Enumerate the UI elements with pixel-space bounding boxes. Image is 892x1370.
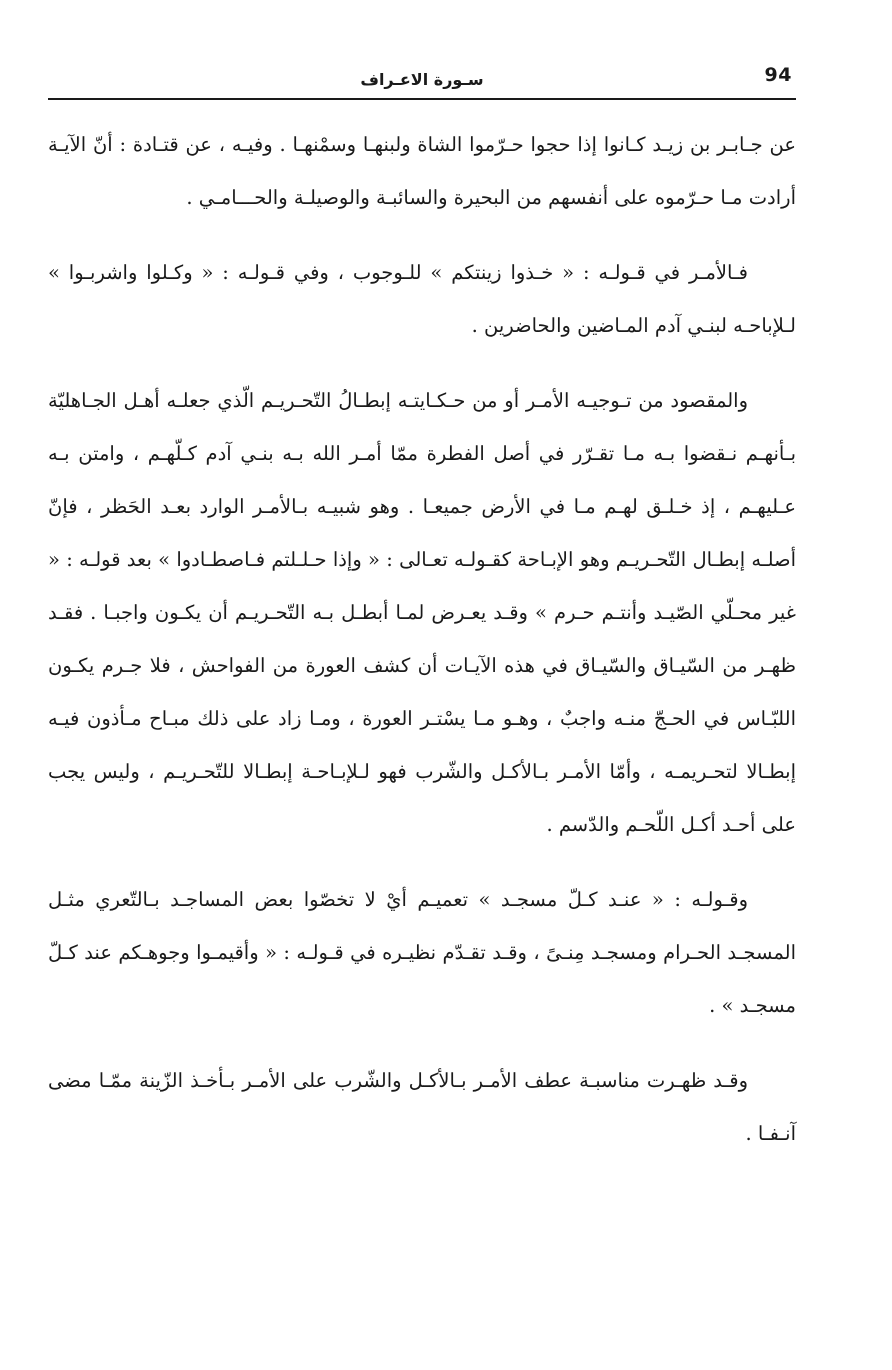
- paragraph-5: وقـد ظهـرت مناسبـة عطف الأمـر بـالأكـل والشّرب على الأمـر بـأخـذ الزّينة ممّـا مضى آنـفـا .: [48, 1069, 796, 1145]
- paragraph-4: وقـولـه : « عنـد كـلّ مسجـد » تعميـم أيْ لا تخصّوا بعض المساجـد بـالتّعري مثـل المسجـد الحـرام ومسجـد مِنـىً ، وقـد تقـدّم نظيـره في قـولـه : « وأقيمـوا وجوهـكم عند كـلّ مسجـد » .: [48, 888, 796, 1017]
- page-header: [48, 62, 796, 100]
- paragraph-3: والمقصود من تـوجيـه الأمـر أو من حـكـايتـه إبطـالُ التّحـريـم الّذي جعلـه أهـل الجـاهليّة بـأنهـم نـقضوا بـه مـا تقـرّر في أصل الفطرة ممّا أمـر الله بـه بنـي آدم كـلّهـم ، وامتن بـه عـليهـم ، إذ خـلـق لهـم مـا في الأرض جميعـا . وهو شبيـه بـالأمـر الوارد بعـد الحَظر ، فإنّ أصلـه إبطـال التّحـريـم وهو الإبـاحة كقـولـه تعـالى : « وإذا حـلـلتم فـاصطـادوا » بعد قولـه : « غير محـلّي الصّيـد وأنتـم حـرم » وقـد يعـرض لمـا أبطـل بـه التّحـريـم أن يكـون واجبـا . فقـد ظهـر من السّيـاق والسّيـاق في هذه الآيـات أن كشف العورة من الفواحش ، فلا جـرم يكـون اللبّـاس في الحـجّ منـه واجبٌ ، وهـو مـا يسْتـر العورة ، ومـا زاد على ذلك مبـاح مـأذون فيـه إبطـالا لتحـريمـه ، وأمّا الأمـر بـالأكـل والشّرب فهو لـلإبـاحـة إبطـالا للتّحـريـم ، وليس يجب على أحـد أكـل اللّحـم والدّسم .: [48, 389, 796, 836]
- body-text: [48, 118, 796, 1182]
- running-title: سـورة الاعـراف: [360, 70, 484, 89]
- paragraph-2: فـالأمـر في قـولـه : « خـذوا زينتكم » للـوجوب ، وفي قـولـه : « وكـلوا واشربـوا » لـلإباحـه لبنـي آدم المـاضين والحاضرين .: [48, 261, 796, 337]
- page-number: 94: [764, 64, 792, 86]
- paragraph-1: عن جـابـر بن زيـد كـانوا إذا حجوا حـرّموا الشاة ولبنهـا وسمْنهـا . وفيـه ، عن قتـادة : أنّ الآيـة أرادت مـا حـرّموه على أنفسهم من البحيرة والسائبـة والوصيلـة والحـــامـي .: [48, 133, 796, 209]
